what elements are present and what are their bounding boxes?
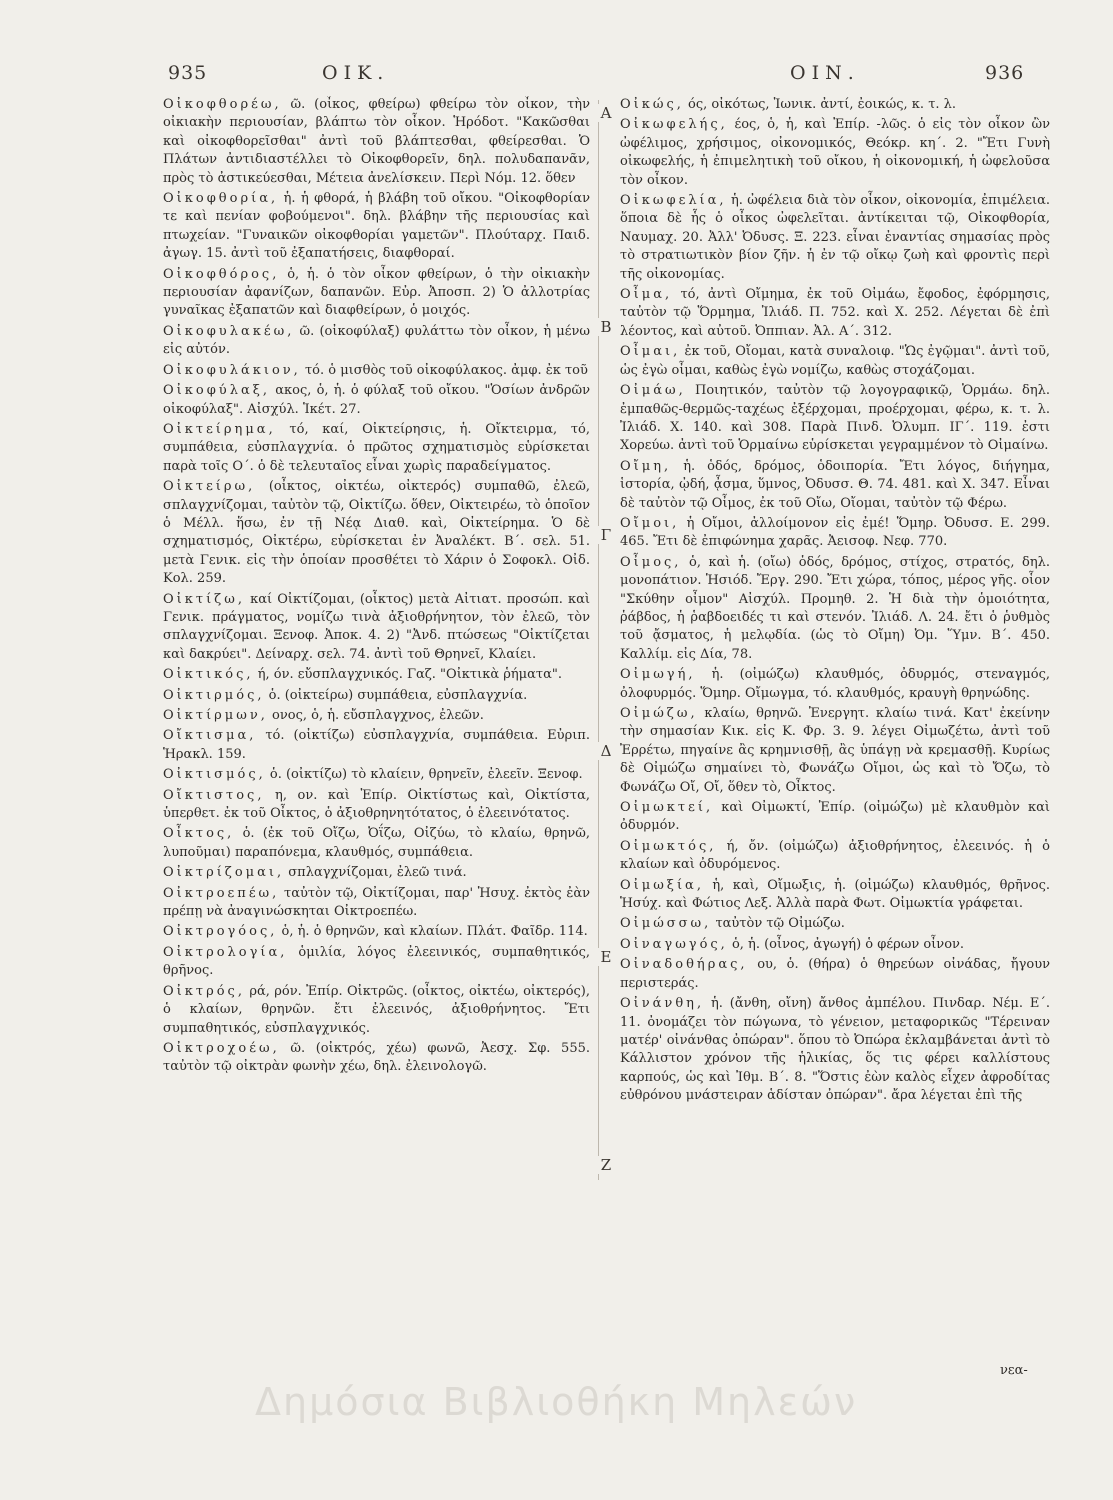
entry-headword: Οἰνάνθη,: [620, 996, 705, 1012]
dictionary-entry: [620, 705, 1050, 797]
catchword: νεα-: [1000, 1363, 1028, 1378]
dictionary-entry: [620, 936, 1050, 954]
dictionary-entry: [163, 864, 590, 882]
dictionary-entry: [620, 956, 1050, 993]
dictionary-entry: [620, 343, 1050, 380]
entry-headword: Οἰμώζω,: [620, 706, 698, 721]
entry-headword: Οἰκτικός,: [163, 667, 254, 683]
right-column: [620, 96, 1050, 1406]
entry-definition: ὁ. (ἐκ τοῦ Οἴζω, Ὀΐζω, Οἰζύω, τὸ κλαίω, θρηνῶ, λυποῦμαι) παραπόνεμα, κλαυθμός, συμπάθεια.: [163, 826, 590, 860]
page-number-right: 936: [985, 62, 1025, 84]
entry-headword: Οἰκοφυλακέω,: [163, 323, 295, 339]
dictionary-entry: [163, 766, 590, 784]
entry-definition: ου, ὁ. (θήρα) ὁ θηρεύων οἰνάδας, ἤγουν περιστεράς.: [620, 957, 1050, 991]
running-head-right: ΟΙΝ.: [790, 62, 860, 84]
entry-headword: Οἰναδοθήρας,: [620, 957, 748, 973]
entry-headword: Οἴκτιστος,: [163, 787, 265, 803]
entry-definition: τό, καί, Οἰκτείρησις, ἡ. Οἴκτειρμα, τό, συμπάθεια, εὐσπλαγχνία. ὁ πρῶτος σχηματισμὸς εὑρίσκεται παρὰ τοῖς Ο΄. ὁ δὲ τελευταῖος εἶναι χωρὶς παραδείγματος.: [163, 421, 590, 474]
dictionary-entry: [620, 382, 1050, 456]
entry-headword: Οἰκτείρω,: [163, 479, 256, 495]
entry-headword: Οἰκτρός,: [163, 983, 245, 999]
entry-definition: ἡ, καὶ, Οἴμωξις, ἡ. (οἰμώζω) κλαυθμός, θρῆνος. Ἡσύχ. καὶ Φώτιος Λεξ. Ἀλλὰ παρὰ Φωτ. Οἰμωκτία γράφεται.: [620, 877, 1050, 912]
entry-headword: Οἰκτίρμων,: [163, 708, 268, 723]
entry-definition: ὁμιλία, λόγος ἐλεεινικός, συμπαθητικός, θρῆνος.: [163, 944, 590, 979]
entry-definition: ὁ, ἡ. ὁ τὸν οἶκον φθείρων, ὁ τὴν οἰκιακὴν περιουσίαν ἀφανίζων, δαπανῶν. Εὐρ. Ἀποσπ. 2) Ὁ ἀλλοτρίας γυναῖκας ἐξαπατῶν καὶ διαφθείρων, ὁ μοιχός.: [163, 266, 590, 319]
entry-headword: Οἴμη,: [620, 458, 672, 474]
library-watermark: Δημόσια Βιβλιοθήκη Μηλεών: [255, 1380, 858, 1424]
entry-definition: ὁ. (οἰκτείρω) συμπάθεια, εὐσπλαγχνία.: [268, 687, 528, 703]
entry-headword: Οἰκοφθόρος,: [163, 266, 280, 282]
dictionary-entry: [163, 1040, 590, 1077]
dictionary-entry: [620, 116, 1050, 190]
entry-definition: ἡ. ὠφέλεια διὰ τὸν οἶκον, οἰκονομία, ἐπιμέλεια. ὅποια δὲ ἧς ὁ οἶκος ὠφελεῖται. ἀντίκειται τῷ, Οἰκοφθορία, Ναυμαχ. 20. Ἀλλ' Ὀδυσς. Ξ. 223. εἶναι ἐναντίας σημασίας πρὸς τὸ στρατιωτικὸν βίον ζῆν. ἡ ἐν τῷ οἴκῳ ζωὴ καὶ φροντὶς περὶ τῆς οἰκονομίας.: [620, 193, 1050, 282]
entry-headword: Οἶκτος,: [163, 826, 235, 842]
entry-headword: Οἰκτροεπέω,: [163, 885, 280, 901]
entry-definition: ῶ. (οἰκοφύλαξ) φυλάττω τὸν οἶκον, ἡ μένω εἰς αὐτόν.: [163, 323, 590, 358]
dictionary-entry: [620, 915, 1050, 933]
entry-definition: ονος, ὁ, ἡ. εὔσπλαγχνος, ἐλεῶν.: [272, 708, 484, 723]
dictionary-entry: [620, 995, 1050, 1105]
entry-definition: ὁ, ἡ. (οἶνος, ἀγωγή) ὁ φέρων οἶνον.: [731, 936, 965, 952]
entry-definition: ἐκ τοῦ, Οἴομαι, κατὰ συναλοιφ. "Ὡς ἐγῷμαι". ἀντὶ τοῦ, ὡς ἐγὼ οἶμαι, καθὼς ἐγὼ νομίζω, καθὼς στοχάζομαι.: [620, 344, 1050, 378]
entry-definition: ταὐτὸν τῷ, Οἰκτίζομαι, παρ' Ἡσυχ. ἐκτὸς ἐὰν πρέπῃ νὰ ἀναγινώσκηται Οἰκτροεπέω.: [163, 885, 590, 920]
entry-headword: Οἰκτρολογία,: [163, 944, 288, 960]
entry-headword: Οἰμωγή,: [620, 667, 696, 683]
entry-headword: Οἰκτρίζομαι,: [163, 865, 285, 881]
entry-definition: καὶ Οἰμωκτί, Ἐπίρ. (οἰμώζω) μὲ κλαυθμὸν καὶ ὀδυρμόν.: [620, 800, 1050, 834]
entry-headword: Οἰμωκτός,: [620, 838, 717, 854]
entry-definition: ρά, ρόν. Ἐπίρ. Οἰκτρῶς. (οἶκτος, οἰκτέω, οἰκτερός), ὁ κλαίων, θρηνῶν. ἔτι ἐλεεινός, ἀξιοθρήνητος. Ἔτι συμπαθητικός, εὐσπλαγχνικός.: [163, 983, 590, 1036]
left-column: [163, 96, 590, 1376]
entry-definition: ὁ, ἡ. ὁ θρηνῶν, καὶ κλαίων. Πλάτ. Φαῖδρ. 114.: [281, 924, 588, 940]
entry-definition: (οἶκτος, οἰκτέω, οἰκτερός) συμπαθῶ, ἐλεῶ, σπλαγχνίζομαι, ταὐτὸν τῷ, Οἰκτίζω. ὅθεν, Οἰκτειρέω, τὸ ὁποῖον ὁ Μέλλ. ἥσω, ἐν τῇ Νέᾳ Διαθ. καὶ, Οἰκτείρημα. Ὁ δὲ σχηματισμός, Οἰκτέρω, εὑρίσκεται ἐν Ἀναλέκτ. Β΄. σελ. 51. μετὰ Γενικ. εἰς τὴν ὁποίαν προσθέτει τὸ Χάριν ὁ Σοφοκλ. Οἰδ. Κολ. 259.: [163, 479, 590, 587]
entry-definition: έος, ὁ, ἡ, καὶ Ἐπίρ. -λῶς. ὁ εἰς τὸν οἶκον ὢν ὠφέλιμος, χρήσιμος, οἰκονομικός, Θεόκρ. κη΄. 2. "Ἔτι Γυνὴ οἰκωφελής, ἡ ἐπιμελητικὴ τοῦ οἴκου, ἡ οἰκονομική, ἡ ὠφελοῦσα τὸν οἶκον.: [620, 117, 1050, 188]
entry-headword: Οἰκωφελής,: [620, 117, 728, 133]
dictionary-entry: [163, 323, 590, 360]
dictionary-entry: [163, 266, 590, 321]
entry-headword: Οἰμωξία,: [620, 877, 704, 893]
page-number-left: 935: [168, 62, 208, 84]
entry-definition: η, ον. καὶ Ἐπίρ. Οἰκτίστως καὶ, Οἰκτίστα, ὑπερθετ. ἐκ τοῦ Οἶκτος, ὁ ἀξιοθρηνητότατος, ὁ ἐλεεινότατος.: [163, 787, 590, 822]
dictionary-entry: [620, 96, 1050, 114]
entry-definition: τό, ἀντὶ Οἴμημα, ἐκ τοῦ Οἰμάω, ἔφοδος, ἐφόρμησις, ταὐτὸν τῷ Ὅρμημα, Ἰλιάδ. Π. 752. καὶ Χ. 252. Λέγεται δὲ ἐπὶ λέοντος, καὶ αὐτοῦ. Ὀππιαν. Ἀλ. Α΄. 312.: [620, 287, 1050, 339]
entry-definition: ἡ. (ἄνθη, οἴνη) ἄνθος ἀμπέλου. Πινδαρ. Νέμ. Ε΄. 11. ὀνομάζει τὸν πώγωνα, τὸ γένειον, μεταφορικῶς "Τέρειναν ματέρ' οἰνάνθας ὀπώραν". ὅπου τὸ Ὀπώρα ἐκλαμβάνεται ἀντὶ τὸ Κάλλιστον χρόνον τῆς ἡλικίας, ὅς τις φέρει καλλίστους καρπούς, ὡς καὶ Ἰθμ. Β΄. 8. "Ὅστις ἐὼν καλὸς εἶχεν ἀφροδίτας εὐθρόνου μνάστειραν ἁδίσταν ὀπώραν". ἄρα λέγεται ἐπὶ τῆς: [620, 996, 1050, 1104]
section-letter-delta: Δ: [596, 742, 616, 760]
dictionary-entry: [163, 421, 590, 476]
dictionary-entry: [163, 591, 590, 665]
entry-headword: Οἰκοφθορία,: [163, 191, 279, 207]
dictionary-entry: [163, 923, 590, 941]
entry-headword: Οἰκτείρημα,: [163, 421, 276, 437]
entry-headword: Οἰμώσσω,: [620, 916, 712, 932]
entry-headword: Οἶμαι,: [620, 344, 681, 360]
entry-definition: καί Οἰκτίζομαι, (οἶκτος) μετὰ Αἰτιατ. προσώπ. καὶ Γενικ. πράγματος, νομίζω τινὰ ἀξιοθρήνητον, τὸν ἐλεῶ, τὸν σπλαγχνίζομαι. Ξενοφ. Ἀποκ. 4. 2) "Ἀνδ. πτώσεως "Οἰκτίζεται καὶ δακρύει". Δείναρχ. σελ. 74. ἀντὶ τοῦ Θρηνεῖ, Κλαίει.: [163, 591, 590, 662]
dictionary-entry: [163, 362, 590, 380]
section-letter-epsilon: Ε: [596, 948, 616, 966]
dictionary-entry: [163, 478, 590, 588]
dictionary-entry: [620, 192, 1050, 284]
entry-definition: τό. (οἰκτίζω) εὐσπλαγχνία, συμπάθεια. Εὐριπ. Ἡρακλ. 159.: [163, 728, 590, 762]
dictionary-entry: [163, 787, 590, 824]
entry-headword: Οἰκτίζω,: [163, 591, 245, 607]
dictionary-entry: [620, 877, 1050, 914]
section-letter-alpha: Α: [596, 104, 616, 122]
entry-definition: ῶ. (οἰκτρός, χέω) φωνῶ, Ἀεσχ. Σφ. 555. ταὐτὸν τῷ οἰκτρὰν φωνὴν χέω, δηλ. ἐλεινολογῶ.: [163, 1040, 590, 1075]
entry-definition: ταὐτὸν τῷ Οἰμώζω.: [715, 916, 845, 932]
entry-definition: ἡ. (οἰμώζω) κλαυθμός, ὀδυρμός, στεναγμός, ὀλοφυρμός. Ὅμηρ. Οἴμωγμα, τό. κλαυθμός, κραυγὴ θρηνώδης.: [620, 667, 1050, 701]
entry-definition: ἡ Οἴμοι, ἀλλοίμονον εἰς ἐμέ! Ὅμηρ. Ὀδυσσ. Ε. 299. 465. Ἔτι δὲ ἐπιφώνημα χαρᾶς. Ἀεισοφ. Νεφ. 770.: [620, 515, 1050, 550]
section-letter-zeta: Ζ: [596, 1156, 616, 1174]
entry-headword: Οἰκτρογόος,: [163, 924, 278, 940]
entry-definition: ή, ὄν. (οἰμώζω) ἀξιοθρήνητος, ἐλεεινός. ἡ ὁ κλαίων καὶ ὀδυρόμενος.: [620, 838, 1050, 873]
dictionary-entry: [163, 382, 590, 419]
dictionary-entry: [163, 96, 590, 188]
entry-headword: Οἶμος,: [620, 554, 682, 570]
entry-headword: Οἰμάω,: [620, 383, 686, 399]
entry-headword: Οἰναγωγός,: [620, 936, 728, 952]
entry-headword: Οἰκώς,: [620, 97, 684, 112]
entry-definition: ός, οἰκότως, Ἰωνικ. ἀντί, ἐοικώς, κ. τ. λ.: [688, 97, 957, 112]
dictionary-entry: [620, 286, 1050, 341]
dictionary-entry: [163, 707, 590, 725]
dictionary-entry: [620, 458, 1050, 513]
entry-definition: ή, όν. εὔσπλαγχνικός. Γαζ. "Οἰκτικὰ ῥήματα".: [257, 667, 562, 683]
column-divider: [598, 100, 599, 1180]
dictionary-entry: [163, 983, 590, 1038]
entry-definition: ῶ. (οἶκος, φθείρω) φθείρω τὸν οἶκον, τὴν οἰκιακὴν περιουσίαν, βλάπτω τὸν οἶκον. Ἡρόδοτ. "Κακῶσθαι καὶ οἰκοφθορεῖσθαι" ἀντὶ τοῦ βλάπτεσθαι, φθείρεσθαι. Ὁ Πλάτων ἀντιδιαστέλλει τὸ Οἰκοφθορεῖν, δηλ. πολυδαπανᾶν, πρὸς τὸ ἀστικεύεσθαι, Μέτεια ἀνελίσκειν. Περὶ Νόμ. 12. ὅθεν: [163, 97, 590, 186]
dictionary-entry: [620, 799, 1050, 836]
entry-headword: Οἰκοφθορέω,: [163, 97, 282, 112]
entry-headword: Οἰκωφελία,: [620, 193, 727, 209]
entry-headword: Οἰκοφύλαξ,: [163, 383, 271, 399]
entry-definition: ακος, ὁ, ἡ. ὁ φύλαξ τοῦ οἴκου. "Ὁσίων ἀνδρῶν οἰκοφύλαξ". Αἰσχύλ. Ἱκέτ. 27.: [163, 383, 590, 417]
entry-headword: Οἶμα,: [620, 287, 673, 303]
dictionary-entry: [163, 944, 590, 981]
dictionary-entry: [620, 554, 1050, 664]
dictionary-entry: [163, 825, 590, 862]
entry-definition: ὁ. (οἰκτίζω) τὸ κλαίειν, θρηνεῖν, ἐλεεῖν. Ξενοφ.: [269, 767, 583, 783]
entry-definition: κλαίω, θρηνῶ. Ἐνεργητ. κλαίω τινά. Κατ' ἐκείνην τὴν σημασίαν Κικ. εἰς Κ. Φρ. 3. 9. λέγει Οἰμωζέτω, ἀντὶ τοῦ Ἐρρέτω, πηγαίνε ἂς κρημνισθῇ, ἂς ὑπάγῃ νὰ κρεμασθῇ. Κυρίως δὲ Οἰμώζω σημαίνει τὸ, Φωνάζω Οἴμοι, ὡς καὶ τὸ Ὄζω, τὸ Φωνάζω Οἴ, Οἴ, ὅθεν τὸ, Οἶκτος.: [620, 706, 1050, 795]
dictionary-entry: [163, 190, 590, 264]
section-letter-gamma: Γ: [596, 526, 616, 544]
entry-definition: Ποιητικόν, ταὐτὸν τῷ λογογραφικῷ, Ὁρμάω. δηλ. ἐμπαθῶς-θερμῶς-ταχέως ἐξέρχομαι, προέρχομαι, φέρω, κ. τ. λ. Ἰλιάδ. Χ. 140. καὶ 308. Παρὰ Πινδ. Ὀλυμπ. ΙΓ΄. 119. ἐστι Χορεύω. ἀντὶ τοῦ Ὁρμαίνω εὑρίσκεται γεγραμμένον τὸ Οἰμαίνω.: [620, 383, 1050, 454]
entry-headword: Οἰκτισμός,: [163, 767, 266, 783]
entry-headword: Οἰκτροχοέω,: [163, 1040, 280, 1056]
entry-headword: Οἰκτιρμός,: [163, 687, 265, 703]
dictionary-entry: [620, 838, 1050, 875]
entry-headword: Οἰκοφυλάκιον,: [163, 362, 301, 378]
dictionary-entry: [163, 666, 590, 684]
entry-headword: Οἴμοι,: [620, 515, 680, 531]
entry-definition: τό. ὁ μισθὸς τοῦ οἰκοφύλακος. ἀμφ. ἐκ τοῦ: [304, 362, 588, 378]
entry-headword: Οἰμωκτεί,: [620, 800, 714, 816]
dictionary-entry: [163, 885, 590, 922]
dictionary-entry: [620, 666, 1050, 703]
entry-headword: Οἴκτισμα,: [163, 728, 257, 744]
entry-definition: ὁ, καὶ ἡ. (οἴω) ὁδός, δρόμος, στίχος, στρατός, δηλ. μονοπάτιον. Ἡσιόδ. Ἔργ. 290. Ἔτι χώρα, τόπος, μέρος γῆς. οἷον "Σκύθην οἶμον" Αἰσχύλ. Προμηθ. 2. Ἡ διὰ τὴν ὁμοιότητα, ῥάβδος, ἡ ῥαβδοειδές τι καὶ στενόν. Ἰλιάδ. Λ. 24. ἔτι ὁ ῥυθμὸς τοῦ ᾄσματος, ἡ μελῳδία. (ὡς τὸ Οἴμη) Ὀμ. Ὕμν. Β΄. 450. Καλλίμ. εἰς Δία, 78.: [620, 554, 1050, 662]
running-head-left: ΟΙΚ.: [322, 62, 390, 84]
entry-definition: ἡ. ὁδός, δρόμος, ὁδοιπορία. Ἔτι λόγος, διήγημα, ἱστορία, ᾠδή, ᾆσμα, ὕμνος, Ὀδυσσ. Θ. 74. 481. καὶ Χ. 347. Εἶναι δὲ ταὐτὸν τῷ Οἶμος, ἐκ τοῦ Οἴω, Οἴομαι, ταὐτὸν τῷ Φέρω.: [620, 458, 1050, 511]
dictionary-entry: [620, 515, 1050, 552]
entry-definition: ἡ. ἡ φθορά, ἡ βλάβη τοῦ οἴκου. "Οἰκοφθορίαν τε καὶ πενίαν φοβούμενοι". δηλ. βλάβην τῆς περιουσίας καὶ πτωχείαν. "Γυναικῶν οἰκοφθορίαι γαμετῶν". Πλούταρχ. Παιδ. ἀγωγ. 15. ἀντὶ τοῦ ἐξαπατήσεις, διαφθοραί.: [163, 191, 590, 262]
dictionary-entry: [163, 727, 590, 764]
section-letter-beta: Β: [596, 318, 616, 336]
entry-definition: σπλαγχνίζομαι, ἐλεῶ τινά.: [288, 865, 467, 881]
dictionary-entry: [163, 687, 590, 705]
